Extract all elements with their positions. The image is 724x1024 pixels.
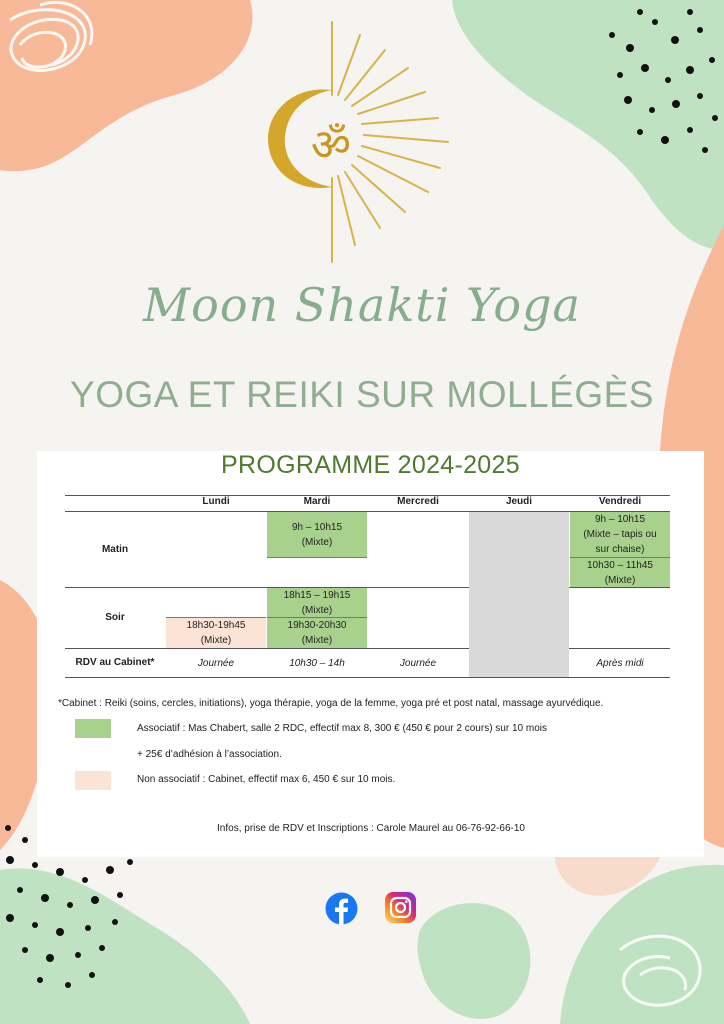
vendredi-matin-rule bbox=[570, 557, 670, 558]
table-bottom-rule bbox=[65, 677, 670, 678]
slot-vendredi-matin-1: 9h – 10h15 (Mixte – tapis ou sur chaise) bbox=[570, 512, 670, 557]
svg-text:ॐ: ॐ bbox=[310, 120, 352, 171]
row-label-matin: Matin bbox=[101, 544, 129, 555]
non-associatif-note: Non associatif : Cabinet, effectif max 6, 450 € sur 10 mois. bbox=[137, 774, 396, 785]
adhesion-note: + 25€ d’adhésion à l’association. bbox=[137, 749, 282, 760]
slot-mardi-soir-1: 18h15 – 19h15 (Mixte) bbox=[267, 588, 367, 617]
row-label-rdv: RDV au Cabinet* bbox=[75, 657, 155, 668]
headline: YOGA ET REIKI SUR MOLLÉGÈS bbox=[70, 374, 654, 415]
day-header-vendredi: Vendredi bbox=[598, 496, 642, 507]
row-label-soir: Soir bbox=[105, 612, 125, 623]
slot-lundi-soir: 18h30-19h45 (Mixte) bbox=[166, 618, 266, 648]
slot-mardi-matin: 9h – 10h15 (Mixte) bbox=[267, 512, 367, 557]
soir-rule bbox=[65, 648, 670, 649]
matin-rule bbox=[65, 587, 670, 588]
legend-swatch-associatif bbox=[75, 719, 111, 738]
day-header-mardi: Mardi bbox=[303, 496, 331, 507]
day-header-jeudi: Jeudi bbox=[505, 496, 533, 507]
instagram-icon[interactable] bbox=[385, 892, 416, 923]
table-top-rule bbox=[65, 495, 670, 496]
rdv-lundi: Journée bbox=[197, 657, 235, 669]
programme-title: PROGRAMME 2024-2025 bbox=[221, 451, 520, 479]
logo bbox=[268, 22, 448, 262]
mardi-soir-rule bbox=[267, 617, 367, 618]
mardi-matin-rule bbox=[267, 557, 367, 558]
legend-swatch-non-associatif bbox=[75, 771, 111, 790]
lundi-soir-rule bbox=[166, 617, 266, 618]
rdv-mardi: 10h30 – 14h bbox=[289, 657, 345, 669]
jeudi-closed bbox=[469, 512, 569, 677]
cabinet-note: *Cabinet : Reiki (soins, cercles, initiations), yoga thérapie, yoga de la femme, yoga pré et post natal, massage ayurvédique. bbox=[58, 698, 604, 709]
day-header-mercredi: Mercredi bbox=[397, 496, 439, 507]
brand-name: Moon Shakti Yoga bbox=[143, 278, 581, 332]
rdv-mercredi: Journée bbox=[399, 657, 437, 669]
contact-info: Infos, prise de RDV et Inscriptions : Carole Maurel au 06-76-92-66-10 bbox=[217, 823, 525, 834]
facebook-icon[interactable] bbox=[325, 892, 358, 925]
slot-mardi-soir-2: 19h30-20h30 (Mixte) bbox=[267, 618, 367, 648]
slot-vendredi-matin-2: 10h30 – 11h45 (Mixte) bbox=[570, 558, 670, 587]
rdv-vendredi: Après midi bbox=[596, 657, 644, 669]
associatif-note: Associatif : Mas Chabert, salle 2 RDC, effectif max 8, 300 € (450 € pour 2 cours) sur 10 mois bbox=[137, 723, 547, 734]
day-header-lundi: Lundi bbox=[202, 496, 230, 507]
